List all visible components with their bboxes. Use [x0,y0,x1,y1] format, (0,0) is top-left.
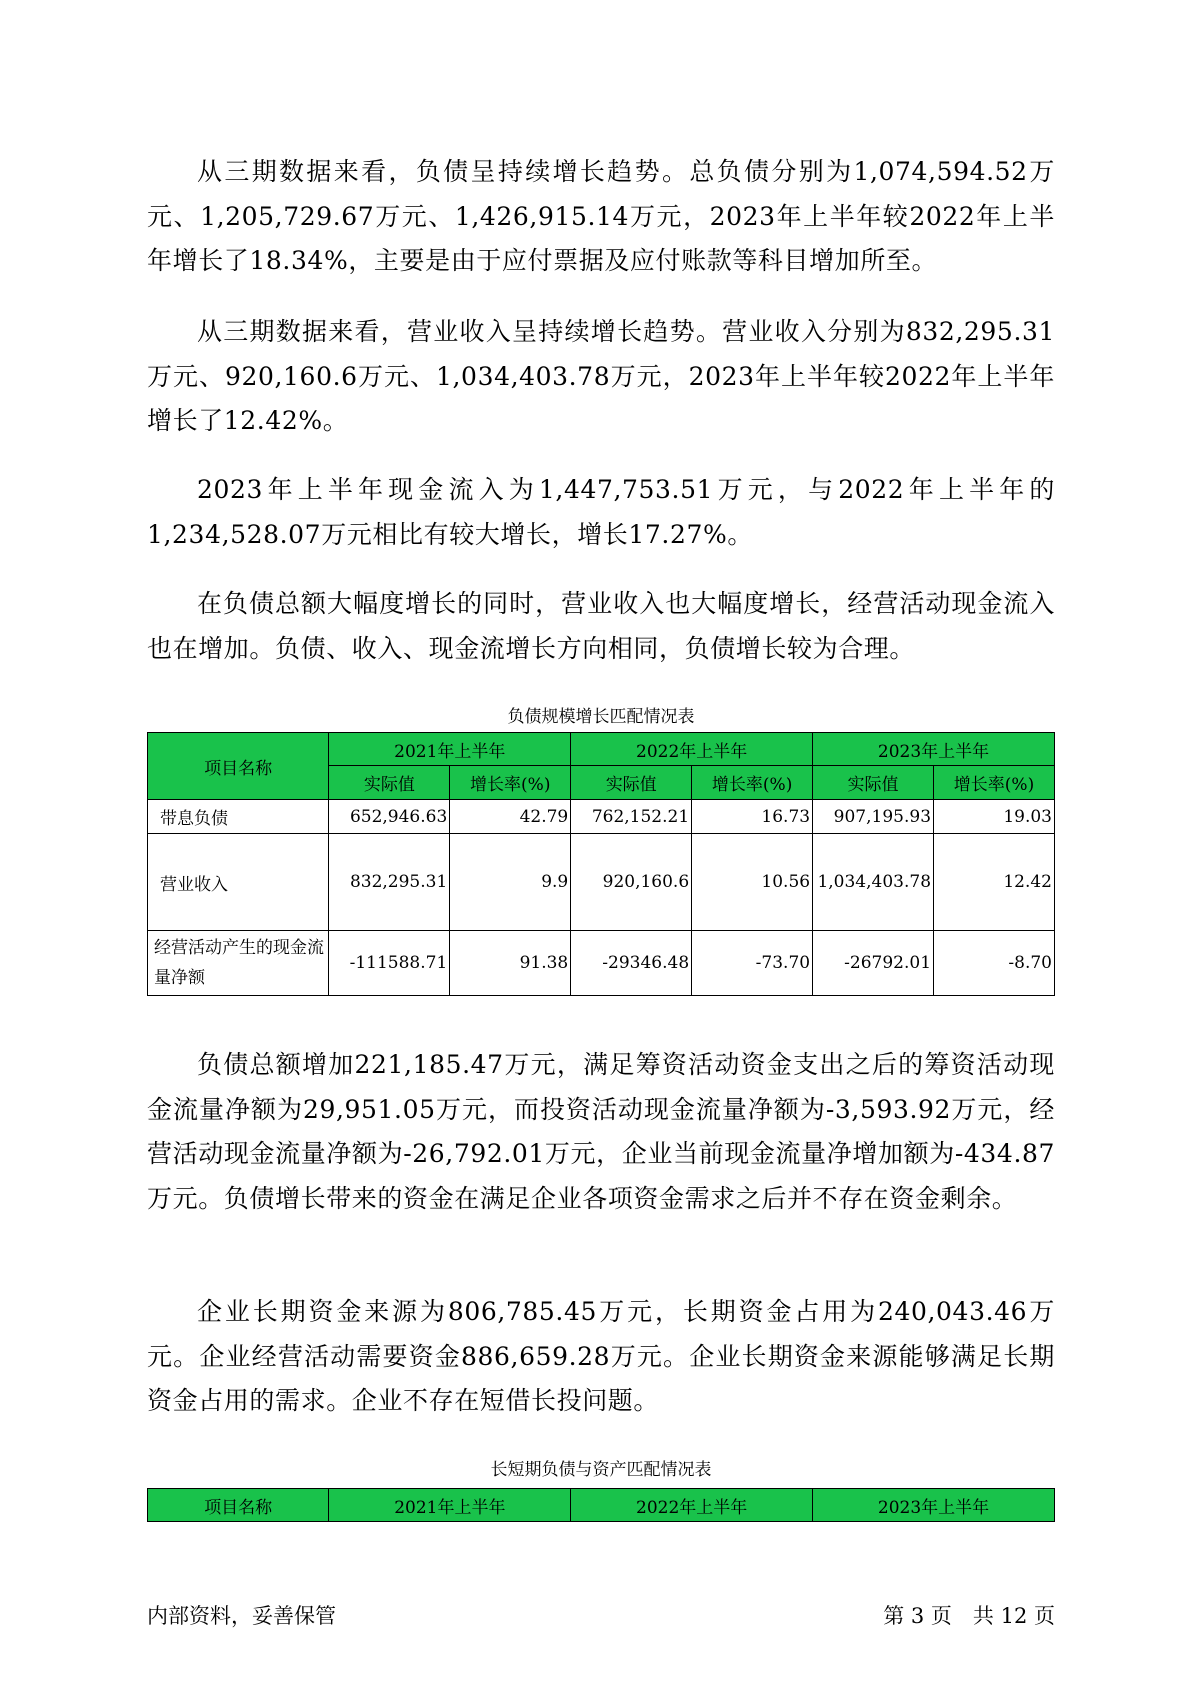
table2-period-header: 2023年上半年 [813,1489,1055,1522]
table1-subheader-rate: 增长率(%) [450,766,571,800]
cell-value: 920,160.6 [571,834,692,931]
table1-subheader-value: 实际值 [813,766,934,800]
table1-subheader-rate: 增长率(%) [692,766,813,800]
table1-period-header: 2023年上半年 [813,733,1055,766]
paragraph-growth-conclusion: 在负债总额大幅度增长的同时，营业收入也大幅度增长，经营活动现金流入也在增加。负债、收入、现金流增长方向相同，负债增长较为合理。 [147,589,1055,663]
cell-rate: 19.03 [934,800,1055,834]
table1-caption: 负债规模增长匹配情况表 [507,707,695,727]
paragraph-revenue-trend: 从三期数据来看，营业收入呈持续增长趋势。营业收入分别为832,295.31万元、920,160.6万元、1,034,403.78万元，2023年上半年较2022年上半年增长了12.42%。 [147,317,1055,435]
cell-rate: 9.9 [450,834,571,931]
table-row [148,800,1055,834]
paragraph-cash-inflow: 2023年上半年现金流入为1,447,753.51万元，与2022年上半年的1,234,528.07万元相比有较大增长，增长17.27%。 [147,475,1055,549]
cell-value: 652,946.63 [329,800,450,834]
cell-value: -111588.71 [329,931,450,996]
footer-confidential: 内部资料，妥善保管 [147,1604,336,1628]
table1-period-header: 2021年上半年 [329,733,571,766]
cell-rate: -8.70 [934,931,1055,996]
cell-value: -26792.01 [813,931,934,996]
row-label: 经营活动产生的现金流量净额 [148,931,329,996]
table2-caption: 长短期负债与资产匹配情况表 [490,1460,712,1480]
paragraph-liability-trend: 从三期数据来看，负债呈持续增长趋势。总负债分别为1,074,594.52万元、1,205,729.67万元、1,426,915.14万元，2023年上半年较2022年上半年增长了18.34%，主要是由于应付票据及应付账款等科目增加所至。 [147,157,1055,275]
cell-value: 1,034,403.78 [813,834,934,931]
cell-value: -29346.48 [571,931,692,996]
cell-value: 832,295.31 [329,834,450,931]
table1-subheader-rate: 增长率(%) [934,766,1055,800]
table1-period-header: 2022年上半年 [571,733,813,766]
table2-period-header: 2022年上半年 [571,1489,813,1522]
cell-value: 907,195.93 [813,800,934,834]
cell-rate: 10.56 [692,834,813,931]
footer-page-number: 第 3 页 共 12 页 [883,1604,1055,1628]
cell-rate: 91.38 [450,931,571,996]
row-label: 带息负债 [148,800,329,834]
table1-subheader-value: 实际值 [571,766,692,800]
table2-item-header: 项目名称 [148,1489,329,1522]
cell-value: 762,152.21 [571,800,692,834]
cell-rate: 42.79 [450,800,571,834]
liability-growth-table [147,732,1055,996]
cell-rate: 12.42 [934,834,1055,931]
table2-period-header: 2021年上半年 [329,1489,571,1522]
asset-liability-match-table [147,1488,1055,1522]
table-row [148,931,1055,996]
table-row [148,834,1055,931]
paragraph-funding-analysis: 负债总额增加221,185.47万元，满足筹资活动资金支出之后的筹资活动现金流量净额为29,951.05万元，而投资活动现金流量净额为-3,593.92万元，经营活动现金流量净额为-26,792.01万元，企业当前现金流量净增加额为-434.87万元。负债增长带来的资金在满足企业各项资金需求之后并不存在资金剩余。 [147,1050,1055,1213]
cell-rate: -73.70 [692,931,813,996]
row-label: 营业收入 [148,834,329,931]
table1-subheader-value: 实际值 [329,766,450,800]
table1-item-header: 项目名称 [148,733,329,800]
paragraph-long-term-funds: 企业长期资金来源为806,785.45万元，长期资金占用为240,043.46万元。企业经营活动需要资金886,659.28万元。企业长期资金来源能够满足长期资金占用的需求。企业不存在短借长投问题。 [147,1297,1055,1415]
cell-rate: 16.73 [692,800,813,834]
